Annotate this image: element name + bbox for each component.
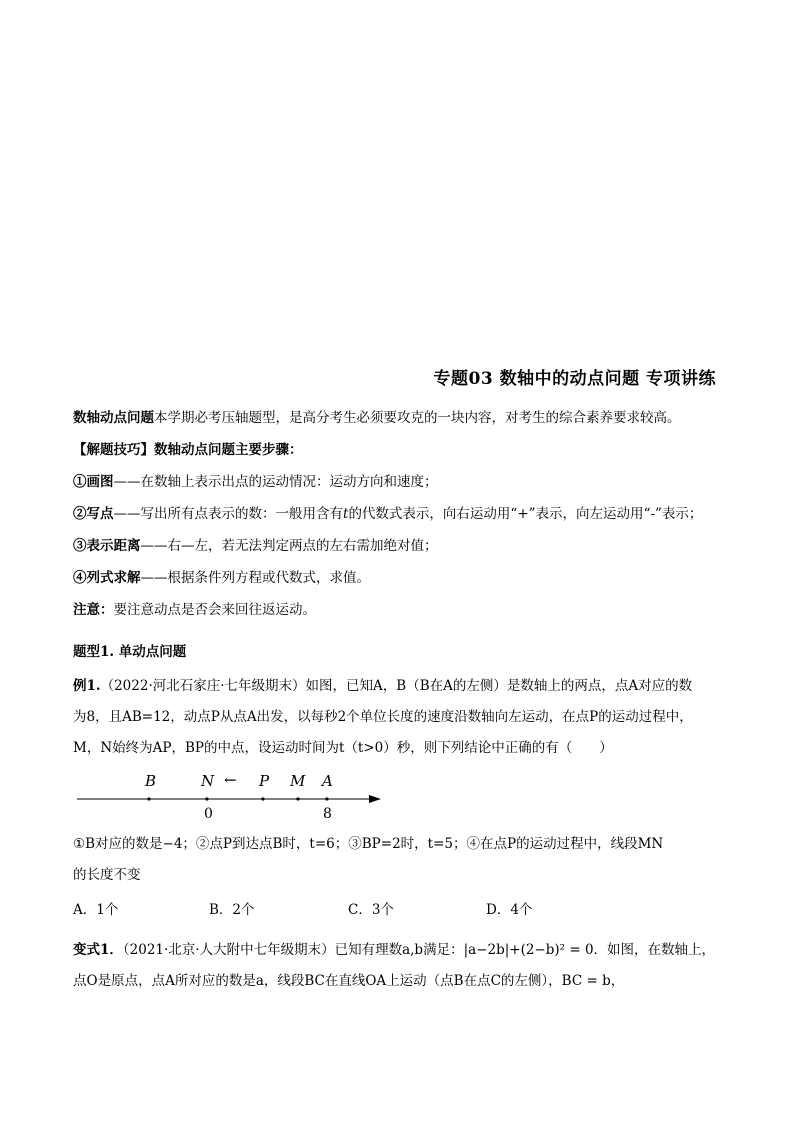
point-label-p: P xyxy=(259,772,270,790)
point-label-a: A xyxy=(322,772,333,790)
page-title: 专题03 数轴中的动点问题 专项讲练 xyxy=(433,369,716,389)
tip-step-var: t xyxy=(343,506,349,522)
point-p-dot xyxy=(261,797,264,800)
tip-step-label: ④列式求解 xyxy=(73,570,141,586)
tips-heading: 【解题技巧】数轴动点问题主要步骤： xyxy=(73,442,303,458)
tip-step-label: ③表示距离 xyxy=(73,538,141,554)
note-label: 注意： xyxy=(73,602,114,618)
tip-step-2 xyxy=(73,505,733,523)
tips-note xyxy=(73,601,733,619)
point-a-dot xyxy=(325,797,328,800)
example1-line1 xyxy=(73,677,733,695)
axis-arrow-head xyxy=(369,795,381,803)
left-arrow-icon: ← xyxy=(224,771,237,789)
point-label-b: B xyxy=(145,772,157,790)
tip-step-text: ——写出所有点表示的数：一般用含有 xyxy=(113,506,343,522)
tick-label-8: 8 xyxy=(323,806,332,822)
example1-line3: M，N始终为AP，BP的中点，设运动时间为t（t>0）秒，则下列结论中正确的有（ ） xyxy=(73,740,613,756)
tip-step-text2: 的代数式表示，向右运动用“+”表示，向左运动用“-”表示； xyxy=(348,506,703,522)
tip-step-4 xyxy=(73,569,733,587)
option-c: C．3个 xyxy=(348,902,394,918)
section-heading: 题型1. 单动点问题 xyxy=(73,644,187,660)
variant1-line2: 点O是原点，点A所对应的数是a，线段BC在直线OA上运动（点B在点C的左侧），BC = b， xyxy=(73,973,625,989)
option-a: A．1个 xyxy=(73,902,119,918)
tip-step-label: ①画图 xyxy=(73,474,114,490)
point-m-dot xyxy=(296,797,299,800)
intro-lead: 数轴动点问题 xyxy=(73,410,154,426)
point-label-m: M xyxy=(290,772,306,790)
point-label-n: N xyxy=(201,772,215,790)
option-b: B．2个 xyxy=(209,902,255,918)
variant-text: （2021·北京·人大附中七年级期末）已知有理数a,b满足：|a−2b|+(2−b)² = 0．如图，在数轴上， xyxy=(122,942,716,958)
tip-step-1 xyxy=(73,473,733,491)
tip-step-text: ——在数轴上表示出点的运动情况：运动方向和速度； xyxy=(113,474,438,490)
example-label: 例1. xyxy=(73,678,101,694)
example1-line5: 的长度不变 xyxy=(73,867,141,883)
tip-step-text: ——根据条件列方程或代数式，求值。 xyxy=(140,570,370,586)
tip-step-3 xyxy=(73,537,733,555)
number-line-figure xyxy=(73,768,393,824)
example1-line4: ①B对应的数是−4；②点P到达点B时，t=6；③BP=2时，t=5；④在点P的运动过程中，线段MN xyxy=(73,836,664,852)
variant-label: 变式1． xyxy=(73,942,123,958)
intro-paragraph xyxy=(73,409,733,427)
intro-rest: 本学期必考压轴题型，是高分考生必须要攻克的一块内容，对考生的综合素养要求较高。 xyxy=(154,410,681,426)
option-d: D．4个 xyxy=(486,902,533,918)
variant1-line1 xyxy=(73,941,733,959)
tick-label-0: 0 xyxy=(204,806,213,822)
example1-line2: 为8，且AB=12，动点P从点A出发，以每秒2个单位长度的速度沿数轴向左运动，在点P的运动过程中， xyxy=(73,709,693,725)
note-text: 要注意动点是否会来回往返运动。 xyxy=(113,602,316,618)
tip-step-label: ②写点 xyxy=(73,506,114,522)
tip-step-text: ——右—左，若无法判定两点的左右需加绝对值； xyxy=(140,538,438,554)
point-b-dot xyxy=(147,797,150,800)
point-n-dot xyxy=(205,797,208,800)
example-text: （2022·河北石家庄·七年级期末）如图，已知A，B（B在A的左侧）是数轴上的两点，点A对应的数 xyxy=(100,678,693,694)
